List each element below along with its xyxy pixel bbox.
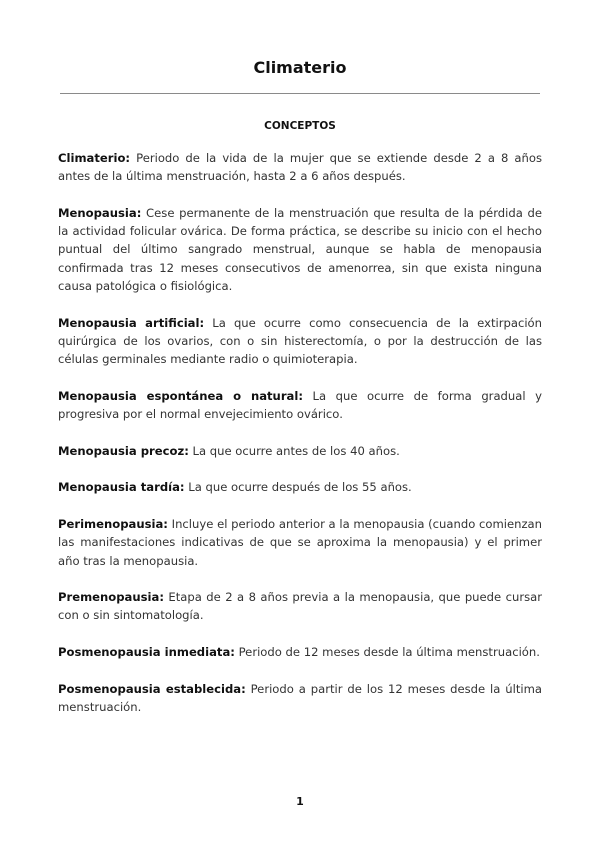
definition-text: Incluye el periodo anterior a la menopausia (cuando comienzan las manifestaciones indicativas de que se aproxima la menopausia) y el primer año tras la menopausia. — [58, 516, 542, 568]
definition-term: Menopausia espontánea o natural: — [58, 388, 303, 403]
definition-item — [58, 387, 542, 424]
definition-term: Climaterio: — [58, 151, 131, 165]
definition-text: La que ocurre después de los 55 años. — [188, 480, 412, 495]
definition-text: Periodo de la vida de la mujer que se extiende desde 2 a 8 años antes de la última menstruación, hasta 2 a 6 años después. — [58, 151, 543, 184]
definition-text: La que ocurre como consecuencia de la extirpación quirúrgica de los ovarios, con o sin histerectomía, o por la destrucción de las células germinales mediante radio o quimioterapia. — [58, 315, 542, 367]
definition-item — [58, 680, 542, 717]
definition-text: La que ocurre antes de los 40 años. — [192, 443, 400, 458]
definition-term: Menopausia precoz: — [58, 443, 189, 458]
definition-term: Perimenopausia: — [58, 516, 168, 531]
page-title: Climaterio — [253, 58, 347, 77]
definition-item — [58, 588, 542, 625]
definition-item — [58, 149, 542, 186]
definition-text: Cese permanente de la menstruación que resulta de la pérdida de la actividad folicular ovárica. De forma práctica, se describe su inicio con el hecho puntual del último sangrado menstrual, aunque se habla de menopausia confirmada tras 12 meses consecutivos de amenorrea, sin que exista ninguna causa patológica o fisiológica. — [58, 205, 542, 294]
section-heading: CONCEPTOS — [264, 120, 336, 132]
definition-item — [58, 515, 542, 570]
definition-text: La que ocurre de forma gradual y progresiva por el normal envejecimiento ovárico. — [58, 388, 542, 422]
definition-term: Posmenopausia establecida: — [58, 681, 246, 696]
definition-text: Etapa de 2 a 8 años previa a la menopausia, que puede cursar con o sin sintomatología. — [58, 590, 543, 623]
page-number: 1 — [296, 795, 304, 808]
definition-term: Posmenopausia inmediata: — [58, 645, 235, 660]
definition-item — [58, 314, 542, 369]
definition-term: Menopausia tardía: — [58, 480, 185, 495]
definition-term: Premenopausia: — [58, 590, 164, 605]
definitions-list — [58, 149, 542, 735]
definition-text: Periodo de 12 meses desde la última menstruación. — [238, 645, 540, 660]
definition-term: Menopausia: — [58, 205, 142, 220]
definition-text: Periodo a partir de los 12 meses desde la última menstruación. — [58, 681, 543, 714]
definition-item — [58, 478, 542, 496]
definition-term: Menopausia artificial: — [58, 315, 205, 330]
definition-item — [58, 643, 542, 661]
definition-item — [58, 442, 542, 460]
definition-item — [58, 204, 542, 295]
title-divider — [60, 93, 540, 94]
